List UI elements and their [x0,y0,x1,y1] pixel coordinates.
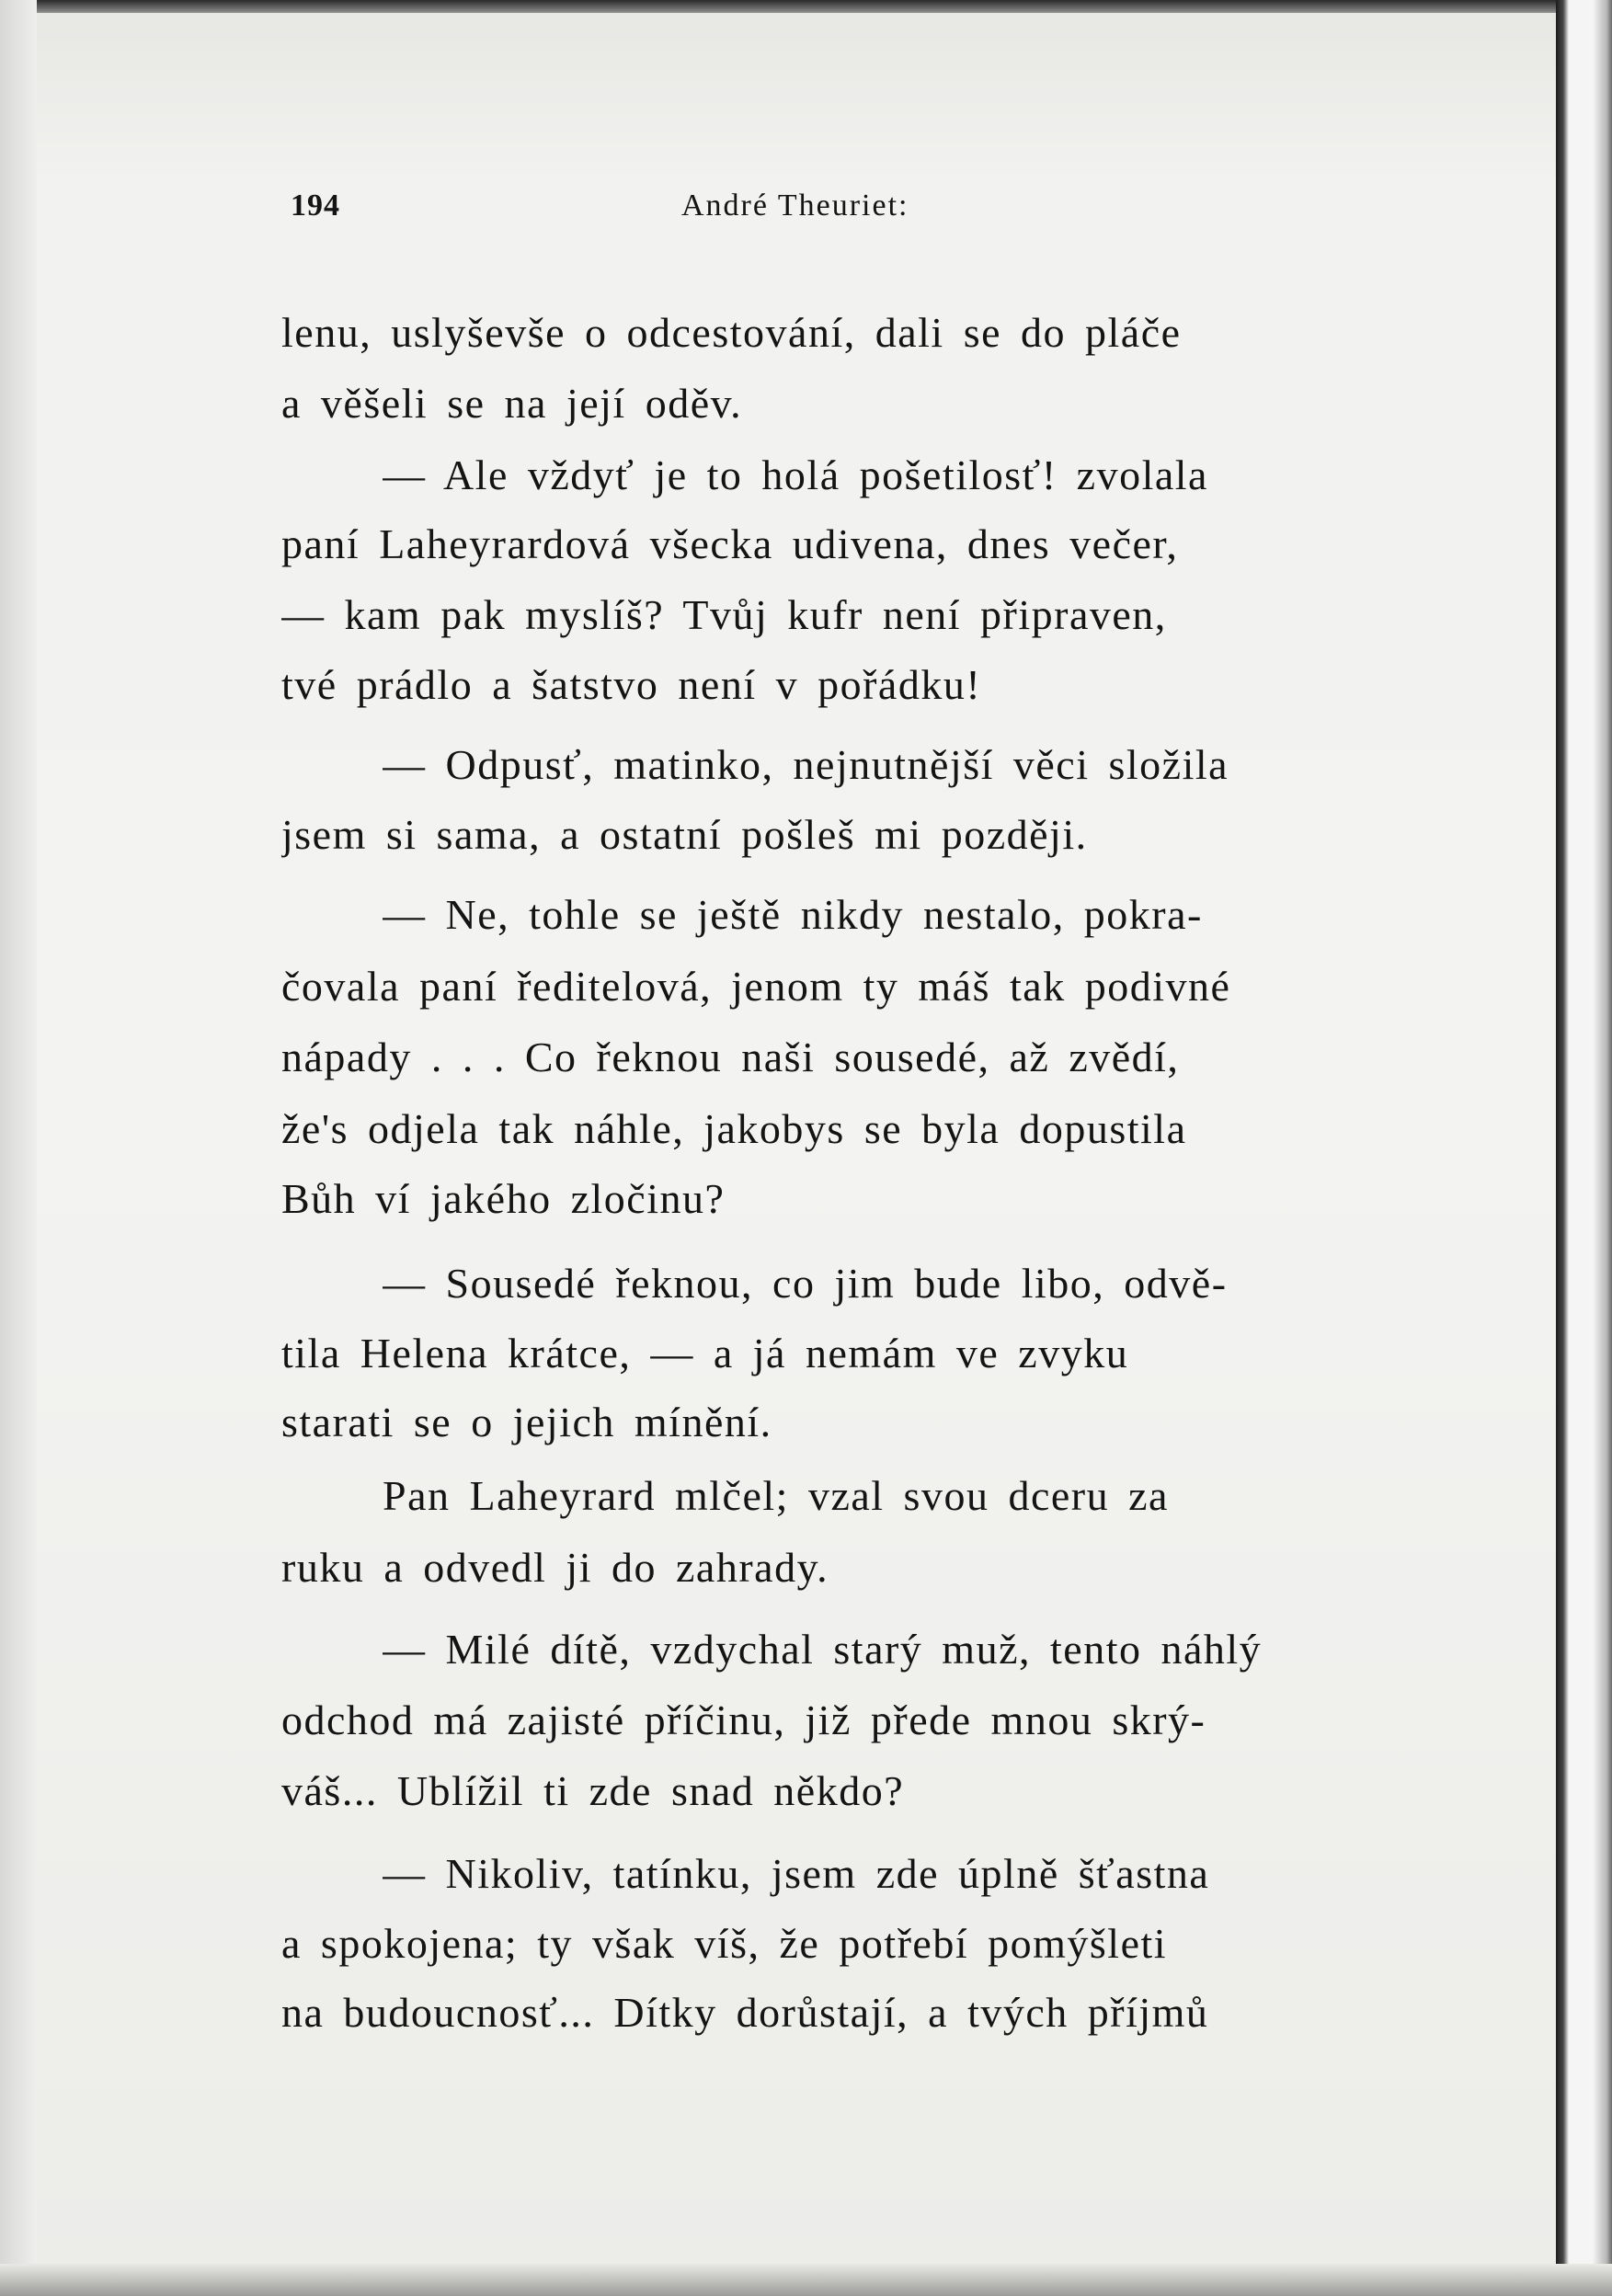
scan-bottom-edge [0,2264,1612,2296]
text-line: Pan Laheyrard mlčel; vzal svou dceru za [383,1472,1169,1519]
body-text [281,306,1385,2072]
text-line: paní Laheyrardová všecka udivena, dnes večer, [281,520,1179,567]
scan-left-edge [0,0,37,2296]
text-line: tila Helena krátce, — a já nemám ve zvyku [281,1330,1129,1376]
text-line: — Odpusť, matinko, nejnutnější věci složila [383,741,1229,788]
running-title: André Theuriet: [681,188,909,223]
text-line: starati se o jejich mínění. [281,1399,772,1445]
text-line: — Ne, tohle se ještě nikdy nestalo, pokra- [383,891,1203,938]
text-line: Bůh ví jakého zločinu? [281,1175,726,1222]
scan-right-edge [1556,0,1612,2296]
text-line: a věšeli se na její oděv. [281,380,743,427]
scan-top-edge [0,0,1612,13]
text-line: — Nikoliv, tatínku, jsem zde úplně šťastna [383,1850,1210,1897]
text-line: váš... Ublížil ti zde snad někdo? [281,1767,905,1814]
text-line: — Sousedé řeknou, co jim bude libo, odvě- [383,1260,1228,1307]
text-line: nápady . . . Co řeknou naši sousedé, až zvědí, [281,1034,1180,1080]
running-head [291,188,989,233]
text-line: — kam pak myslíš? Tvůj kufr není připraven, [281,591,1167,638]
text-line: — Milé dítě, vzdychal starý muž, tento náhlý [383,1626,1263,1673]
text-line: jsem si sama, a ostatní pošleš mi později. [281,811,1088,858]
text-line: odchod má zajisté příčinu, již přede mnou skrý- [281,1696,1206,1743]
text-line: čovala paní ředitelová, jenom ty máš tak podivné [281,963,1231,1010]
text-line: a spokojena; ty však víš, že potřebí pomýšleti [281,1920,1168,1967]
text-line: tvé prádlo a šatstvo není v pořádku! [281,661,982,708]
page-number: 194 [291,188,340,223]
text-line: — Ale vždyť je to holá pošetilosť! zvolala [383,451,1208,498]
text-line: ruku a odvedl ji do zahrady. [281,1544,829,1591]
text-line: na budoucnosť... Dítky dorůstají, a tvých příjmů [281,1989,1209,2036]
text-line: že's odjela tak náhle, jakobys se byla dopustila [281,1105,1187,1152]
text-line: lenu, uslyševše o odcestování, dali se do pláče [281,309,1182,356]
